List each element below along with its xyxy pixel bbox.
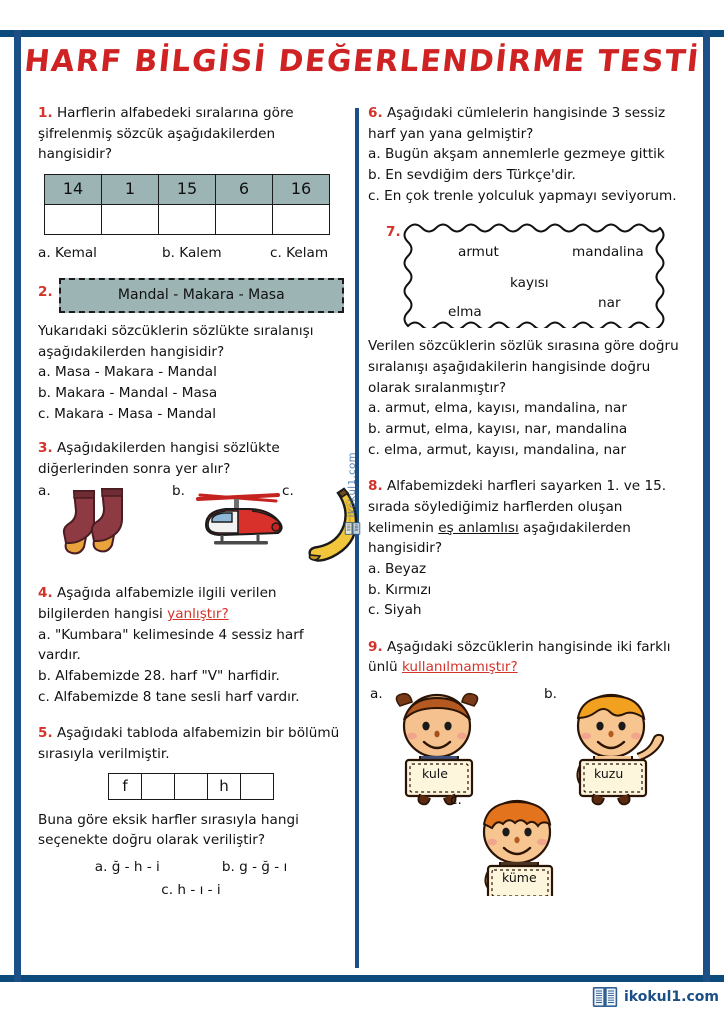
table-cell: 14 (45, 174, 102, 204)
table-cell-blank[interactable] (45, 204, 102, 234)
table-row (45, 204, 330, 234)
option-a[interactable]: a. Kemal (38, 244, 97, 261)
option-a-label: a. (38, 483, 51, 500)
word-armut: armut (458, 244, 499, 261)
question-9-choices (368, 680, 686, 886)
question-5-letter-strip (108, 773, 274, 800)
watermark (344, 452, 361, 537)
question-1-table (44, 174, 330, 235)
socks-icon (60, 487, 146, 561)
option-a-label: a. (370, 686, 383, 703)
footer (592, 986, 719, 1008)
question-1-number: 1. (38, 105, 53, 121)
option-b[interactable]: b. Kırmızı (368, 581, 432, 598)
option-c-label: c. (282, 483, 294, 500)
watermark-text: ikokul1.com (347, 452, 358, 518)
book-icon (344, 520, 361, 537)
question-6 (368, 103, 686, 206)
option-c[interactable]: c. En çok trenle yolculuk yapmayı seviyorum. (368, 187, 677, 204)
option-a[interactable]: a. "Kumbara" kelimesinde 4 sessiz harf vardır. (38, 626, 304, 664)
option-c[interactable]: c. Kelam (270, 244, 329, 261)
question-5-text-2: Buna göre eksik harfler sırasıyla hangi seçenekte doğru olarak veriliştir? (38, 811, 299, 849)
option-b-label: b. (544, 686, 557, 703)
option-c[interactable]: c. Siyah (368, 602, 422, 619)
choice-c[interactable] (282, 481, 382, 567)
table-row (45, 174, 330, 204)
word-mandalina: mandalina (572, 244, 644, 261)
strip-cell-blank[interactable] (175, 773, 208, 799)
question-8-text: Alfabemizdeki harfleri sayarken 1. ve 15. sırada söylediğimiz harflerden oluşan kelimenin (368, 478, 667, 536)
question-9-number: 9. (368, 638, 383, 655)
option-a[interactable]: a. ğ - h - i (94, 859, 160, 876)
question-2 (38, 278, 344, 425)
sign-word-kule: kule (422, 766, 448, 782)
question-2-word-band: Mandal - Makara - Masa (59, 278, 344, 313)
word-elma: elma (448, 304, 482, 321)
question-3-number: 3. (38, 440, 53, 457)
option-a[interactable]: a. Bugün akşam annemlerle gezmeye gittik (368, 146, 665, 163)
strip-cell-blank[interactable] (142, 773, 175, 799)
table-cell: 16 (273, 174, 330, 204)
question-3 (38, 438, 344, 567)
question-3-choices (38, 481, 344, 567)
option-c[interactable]: c. Makara - Masa - Mandal (38, 405, 217, 422)
question-8 (368, 476, 686, 621)
option-b[interactable]: b. armut, elma, kayısı, nar, mandalina (368, 420, 628, 437)
question-1-options (38, 243, 344, 264)
question-5-options (38, 857, 344, 900)
question-4-number: 4. (38, 585, 53, 602)
table-cell-blank[interactable] (102, 204, 159, 234)
sign-word-kuzu: kuzu (594, 766, 624, 782)
strip-cell: h (208, 773, 241, 799)
table-row (109, 773, 274, 799)
option-b[interactable]: b. En sevdiğim ders Türkçe'dir. (368, 166, 576, 183)
sign-word-kume: küme (502, 870, 537, 886)
right-border-rule (703, 30, 710, 982)
option-b[interactable]: b. g - ğ - ı (221, 859, 288, 876)
girl-with-sign-icon (384, 690, 494, 808)
table-cell: 15 (159, 174, 216, 204)
table-cell-blank[interactable] (216, 204, 273, 234)
option-a[interactable]: a. Beyaz (368, 560, 427, 577)
strip-cell-blank[interactable] (241, 773, 274, 799)
question-7-number: 7. (386, 224, 401, 241)
choice-a[interactable] (38, 481, 148, 567)
question-7-text: Verilen sözcüklerin sözlük sırasına göre doğru sıralanışı aşağıdakilerin hangisinde doğru olarak sıralanmıştır? (368, 338, 679, 396)
question-1 (38, 103, 344, 264)
question-9-emphasis: kullanılmamıştır? (401, 659, 518, 676)
question-5 (38, 723, 344, 900)
question-2-text: Yukarıdaki sözcüklerin sözlükte sıralanışı aşağıdakilerden hangisidir? (38, 322, 314, 360)
question-8-text-after: aşağıdakilerden hangisidir? (368, 519, 631, 557)
helicopter-icon (192, 489, 288, 559)
option-c[interactable]: c. h - ı - i (161, 881, 221, 898)
question-2-number: 2. (38, 283, 53, 300)
book-icon (592, 986, 618, 1008)
option-a[interactable]: a. Masa - Makara - Mandal (38, 364, 217, 381)
question-8-number: 8. (368, 478, 383, 495)
question-4-text: Aşağıda alfabemizle ilgili verilen bilgilerden hangisi (38, 585, 277, 623)
question-3-text: Aşağıdakilerden hangisi sözlükte diğerlerinden sonra yer alır? (38, 440, 280, 477)
word-nar: nar (598, 295, 621, 312)
right-column (368, 103, 686, 885)
option-b[interactable]: b. Makara - Mandal - Masa (38, 384, 218, 401)
option-c-label: c. (450, 792, 462, 809)
question-6-number: 6. (368, 105, 383, 121)
word-kayisi: kayısı (510, 275, 549, 292)
option-b[interactable]: b. Alfabemizde 28. harf "V" harfidir. (38, 668, 280, 685)
table-cell: 1 (102, 174, 159, 204)
option-c[interactable]: c. elma, armut, kayısı, mandalina, nar (368, 441, 627, 458)
left-column (38, 103, 344, 910)
question-7 (368, 220, 686, 460)
question-4-emphasis: yanlıştır? (167, 606, 229, 623)
strip-cell: f (109, 773, 142, 799)
question-5-number: 5. (38, 725, 53, 742)
table-cell: 6 (216, 174, 273, 204)
question-5-text: Aşağıdaki tabloda alfabemizin bir bölümü sırasıyla verilmiştir. (38, 725, 340, 763)
left-border-rule (14, 30, 21, 982)
choice-b[interactable] (172, 481, 282, 567)
question-9-text: Aşağıdaki sözcüklerin hangisinde iki farklı ünlü (368, 638, 671, 676)
boy-with-sign-icon (558, 690, 676, 808)
option-b-label: b. (172, 483, 185, 500)
option-c[interactable]: c. Alfabemizde 8 tane sesli harf vardır. (38, 688, 300, 705)
option-a[interactable]: a. armut, elma, kayısı, mandalina, nar (368, 400, 627, 417)
top-border-rule (0, 30, 724, 37)
option-b[interactable]: b. Kalem (162, 244, 222, 261)
question-9 (368, 637, 686, 886)
page-title: HARF BİLGİSİ DEĞERLENDİRME TESTİ (22, 44, 702, 79)
bottom-border-rule (0, 975, 724, 982)
table-cell-blank[interactable] (159, 204, 216, 234)
question-6-text: Aşağıdaki cümlelerin hangisinde 3 sessiz harf yan yana gelmiştir? (368, 105, 666, 142)
footer-text: ikokul1.com (624, 989, 719, 1005)
question-7-word-box (386, 220, 686, 328)
question-1-text: Harflerin alfabedeki sıralarına göre şifrelenmiş sözcük aşağıdakilerden hangisidir? (38, 105, 294, 163)
table-cell-blank[interactable] (273, 204, 330, 234)
question-4 (38, 583, 344, 707)
question-8-emphasis: eş anlamlısı (438, 519, 519, 536)
